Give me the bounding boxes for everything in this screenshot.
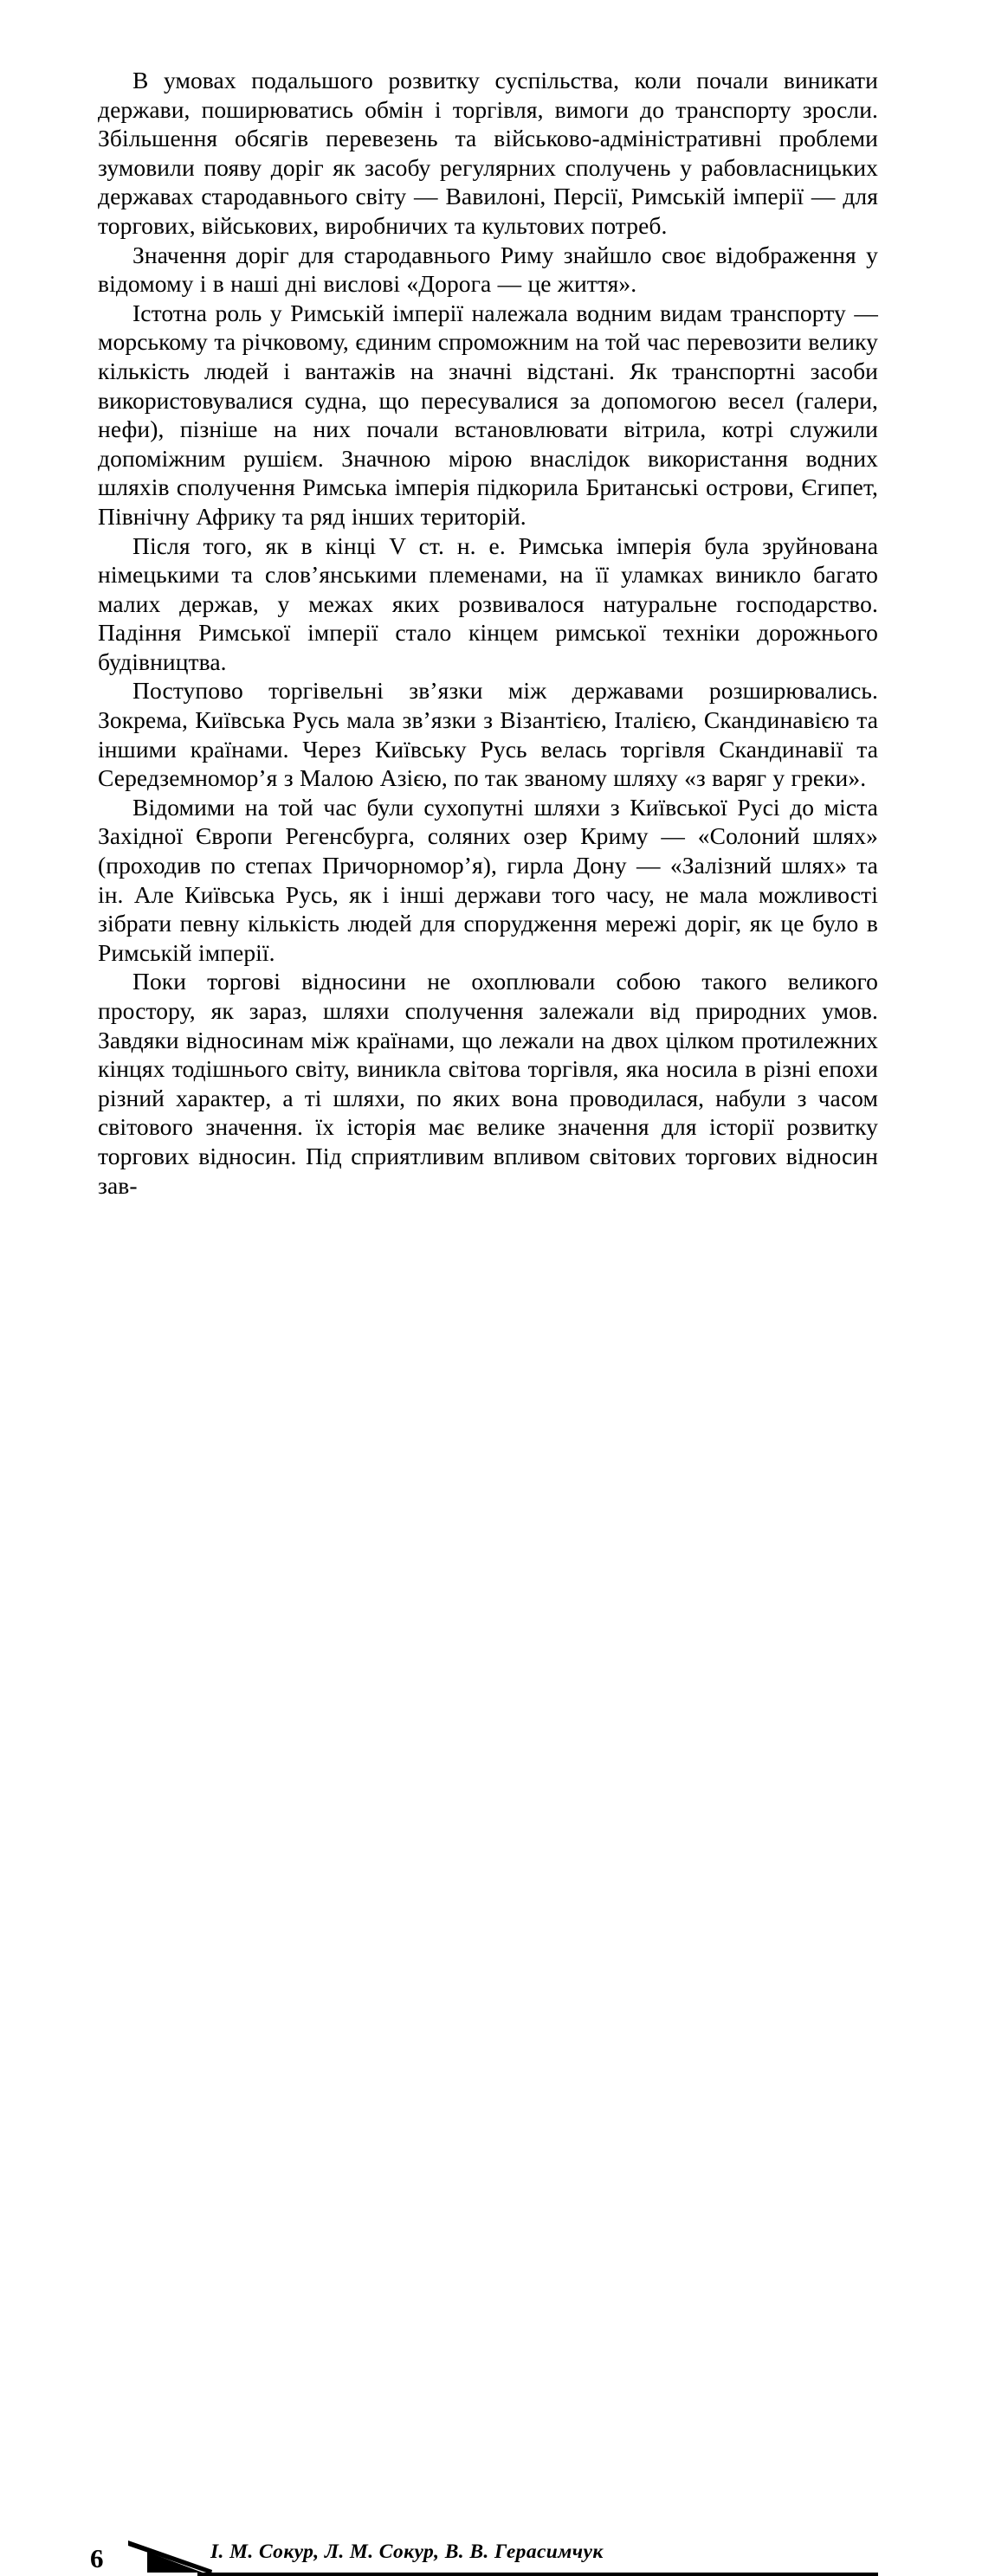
body-paragraph-5: Поступово торгівельні зв’язки між державами розширювались. Зокрема, Київська Русь мала зв’язки з Візантією, Італією, Скандинавією та іншими країнами. Через Київську Русь велась торгівля Скандинавії та Середземномор’я з Малою Азією, по так званому шляху «з варяг у греки». bbox=[98, 677, 878, 792]
body-paragraph-2: Значення доріг для стародавнього Риму знайшло своє відображення у відомому і в наші дні вислові «Дорога — це життя». bbox=[98, 241, 878, 298]
footer-horizontal-rule bbox=[197, 2573, 878, 2576]
body-paragraph-6: Відомими на той час були сухопутні шляхи з Київської Русі до міста Західної Європи Регенсбурга, соляних озер Криму — «Солоний шлях» (проходив по степах Причорномор’я), гирла Дону — «Залізний шлях» та ін. Але Київська Русь, як і інші держави того часу, не мала можливості зібрати певну кількість людей для спорудження мережі доріг, як це було в Римській імперії. bbox=[98, 793, 878, 966]
footer-author-names: І. М. Сокур, Л. М. Сокур, В. В. Герасимчук bbox=[210, 2541, 604, 2563]
body-paragraph-7: Поки торгові відносини не охоплювали собою такого великого простору, як зараз, шляхи сполучення залежали від природних умов. Завдяки відносинам між країнами, що лежали на двох цілком протилежних кінцях тодішнього світу, виникла світова торгівля, яка носила в різні епохи різний характер, а ті шляхи, по яких вона проводилася, набули з часом світового значення. їх історія має велике значення для історії розвитку торгових відносин. Під сприятливим впливом світових торгових відносин зав- bbox=[98, 968, 878, 1199]
body-text-column bbox=[98, 66, 878, 1200]
page-number: 6 bbox=[90, 2543, 104, 2573]
triangle-rule-ornament-icon bbox=[128, 2539, 223, 2575]
body-paragraph-3: Істотна роль у Римській імперії належала водним видам транспорту — морському та річковому, єдиним спроможним на той час перевозити велику кількість людей і вантажів на значні відстані. Як транспортні засоби використовувалися судна, що пересувалися за допомогою весел (галери, нефи), пізніше на них почали встановлювати вітрила, котрі служили допоміжним рушієм. Значною мірою внаслідок використання водних шляхів сполучення Римська імперія підкорила Британські острови, Єгипет, Північну Африку та ряд інших територій. bbox=[98, 299, 878, 530]
body-paragraph-1: В умовах подальшого розвитку суспільства, коли почали виникати держави, поширюватись обмін і торгівля, вимоги до транспорту зросли. Збільшення обсягів перевезень та військово-адміністративні проблеми зумовили появу доріг як засобу регулярних сполучень у рабовласницьких державах стародавнього світу — Вавилоні, Персії, Римській імперії — для торгових, військових, виробничих та культових потреб. bbox=[98, 67, 878, 239]
body-paragraph-4: Після того, як в кінці V ст. н. е. Римська імперія була зруйнована німецькими та слов’янськими племенами, на її уламках виникло багато малих держав, у межах яких розвивалося натуральне господарство. Падіння Римської імперії стало кінцем римської техніки дорожнього будівництва. bbox=[98, 531, 878, 675]
page-footer bbox=[0, 1265, 982, 2573]
